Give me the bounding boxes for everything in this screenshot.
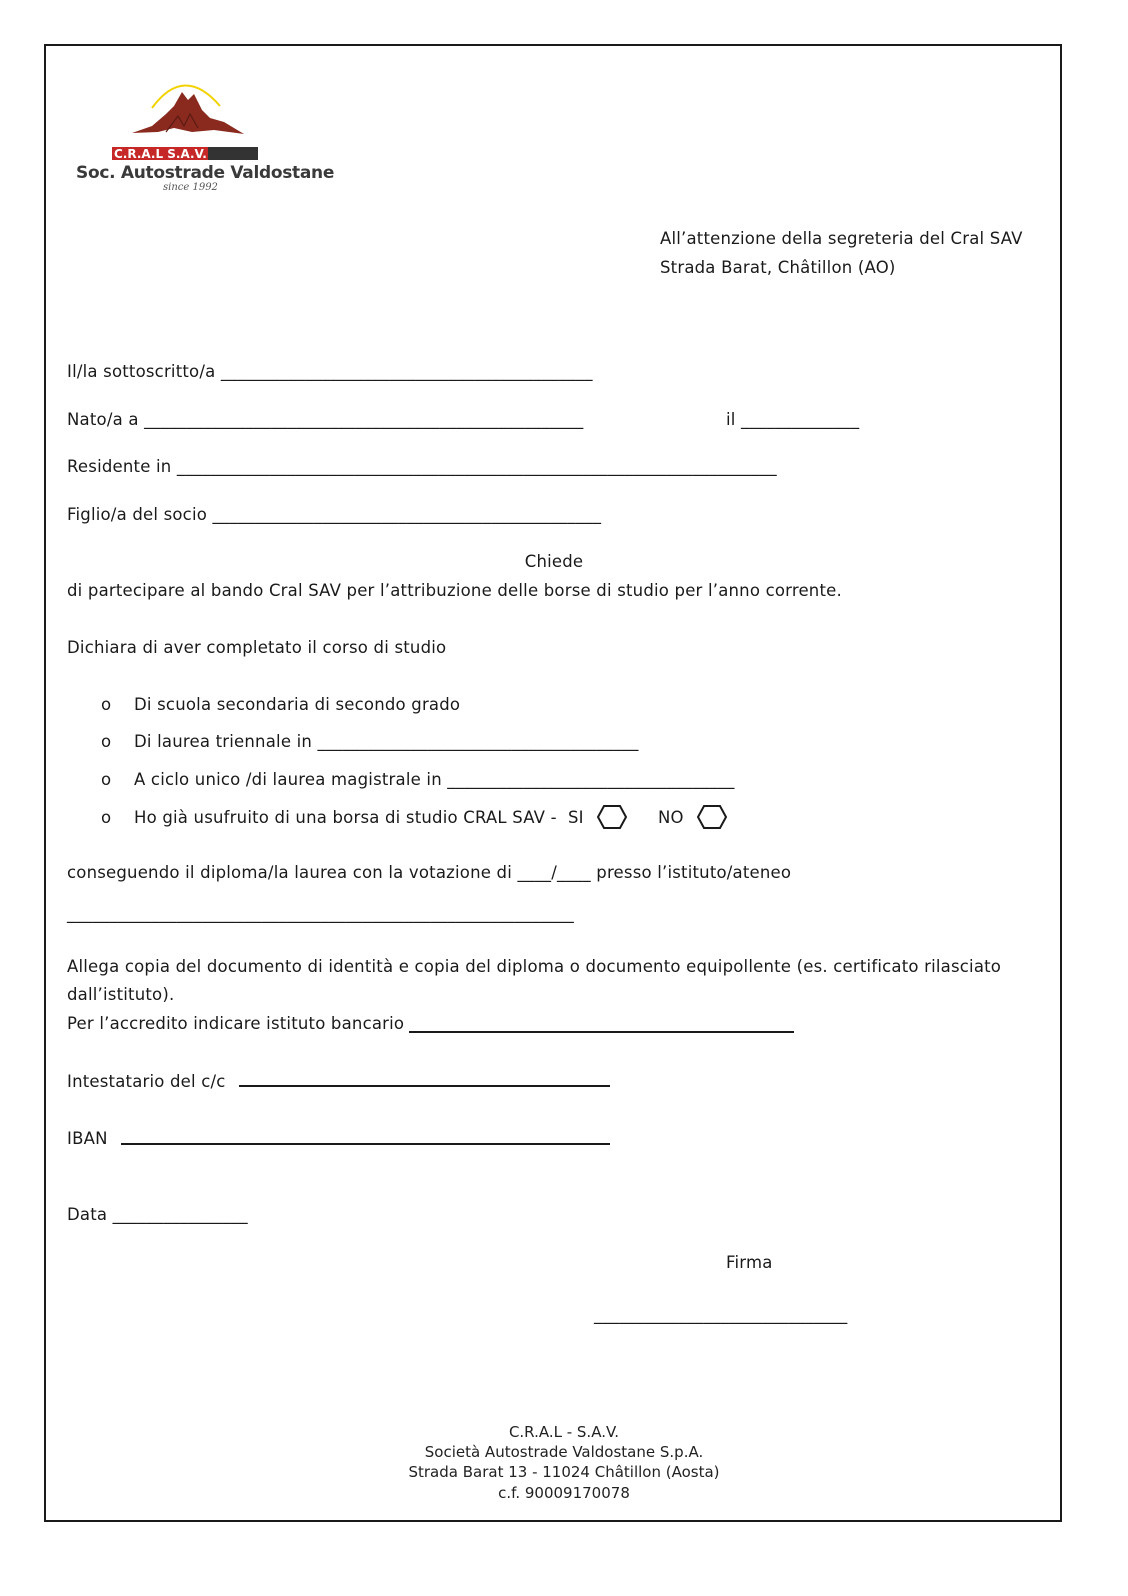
option-bullet[interactable]: o <box>101 695 112 714</box>
option-borsa-usufruita: Ho già usufruito di una borsa di studio CRAL SAV - <box>134 808 557 827</box>
accredito-label: Per l’accredito indicare istituto bancario <box>67 1014 405 1033</box>
logo-badge-text: C.R.A.L S.A.V. <box>114 147 207 161</box>
figlio-socio-field[interactable]: Figlio/a del socio ______________________________________________ <box>67 505 602 524</box>
recipient-line-2: Strada Barat, Châtillon (AO) <box>660 258 896 277</box>
birth-date-field[interactable]: il ______________ <box>726 410 860 429</box>
no-label: NO <box>658 808 684 827</box>
option-bullet[interactable]: o <box>101 770 112 789</box>
footer-line-1: C.R.A.L - S.A.V. <box>508 1423 620 1441</box>
option-bullet[interactable]: o <box>101 732 112 751</box>
allega-text-line-2: dall’istituto). <box>67 985 175 1004</box>
logo-since: since 1992 <box>163 182 218 193</box>
logo-company-name: Soc. Autostrade Valdostane <box>76 163 335 183</box>
istituto-bancario-line[interactable] <box>409 1031 794 1033</box>
sottoscritto-field[interactable]: Il/la sottoscritto/a ____________________________________________ <box>67 362 593 381</box>
partecipare-text: di partecipare al bando Cral SAV per l’attribuzione delle borse di studio per l’anno corrente. <box>67 581 842 600</box>
footer-line-4: c.f. 90009170078 <box>498 1484 630 1502</box>
footer-line-2: Società Autostrade Valdostane S.p.A. <box>424 1443 704 1461</box>
footer-line-3: Strada Barat 13 - 11024 Châtillon (Aosta) <box>408 1463 720 1481</box>
intestatario-line[interactable] <box>239 1085 610 1087</box>
option-bullet[interactable]: o <box>101 808 112 827</box>
conseguendo-field[interactable]: conseguendo il diploma/la laurea con la votazione di ____/____ presso l’istituto/ateneo <box>67 863 792 882</box>
si-label: SI <box>568 808 584 827</box>
option-magistrale[interactable]: A ciclo unico /di laurea magistrale in __________________________________ <box>134 770 735 789</box>
option-triennale[interactable]: Di laurea triennale in ______________________________________ <box>134 732 639 751</box>
istituto-line-field[interactable]: ____________________________________________________________ <box>67 904 574 923</box>
no-checkbox-icon[interactable] <box>696 804 728 830</box>
si-checkbox-icon[interactable] <box>596 804 628 830</box>
chiede-heading: Chiede <box>524 552 584 571</box>
allega-text-line-1: Allega copia del documento di identità e copia del diploma o documento equipollente (es. certificato rilasciato <box>67 957 1002 976</box>
intestatario-label: Intestatario del c/c <box>67 1072 226 1091</box>
firma-label: Firma <box>726 1253 773 1272</box>
option-secondaria: Di scuola secondaria di secondo grado <box>134 695 461 714</box>
firma-line[interactable]: ______________________________ <box>594 1305 848 1324</box>
iban-label: IBAN <box>67 1129 108 1148</box>
recipient-line-1: All’attenzione della segreteria del Cral SAV <box>660 229 1023 248</box>
data-field[interactable]: Data ________________ <box>67 1205 248 1224</box>
dichiara-text: Dichiara di aver completato il corso di studio <box>67 638 447 657</box>
residente-field[interactable]: Residente in _______________________________________________________________________ <box>67 457 777 476</box>
nato-a-field[interactable]: Nato/a a ____________________________________________________ <box>67 410 584 429</box>
iban-line[interactable] <box>121 1143 610 1145</box>
